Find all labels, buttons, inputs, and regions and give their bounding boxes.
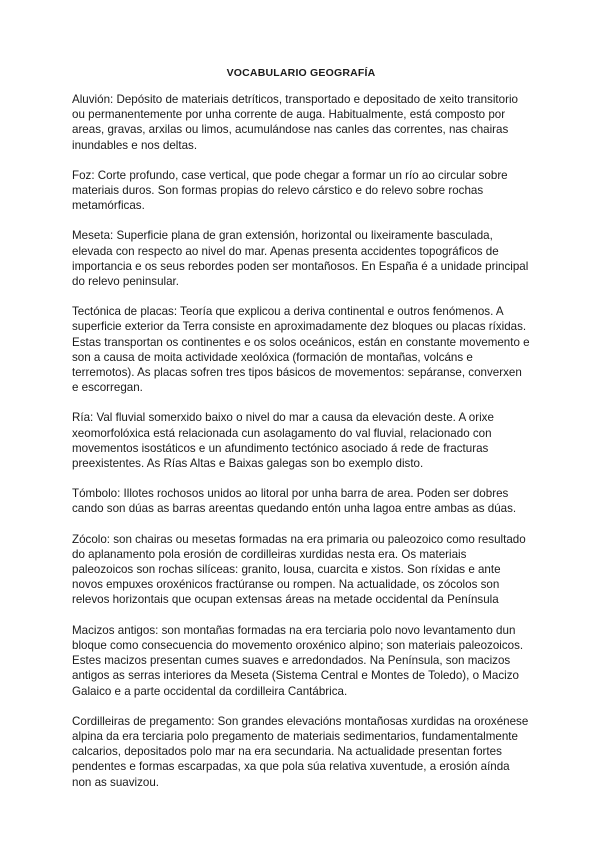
document-title: VOCABULARIO GEOGRAFÍA	[226, 67, 376, 79]
entry-tombolo: Tómbolo: Illotes rochosos unidos ao litoral por unha barra de area. Poden ser dobres cando son dúas as barras areentas quedando entón unha lagoa entre ambas as dúas.	[72, 487, 517, 516]
entry-tectonica-de-placas: Tectónica de placas: Teoría que explicou a deriva continental e outros fenómenos. A superficie exterior da Terra consiste en aproximadamente dez bloques ou placas ríxidas. Estas transportan os continentes e os solos oceánicos, están en constante movemento e son a causa de moita actividade xeolóxica (formación de montañas, volcáns e terremotos). As placas sofren tres tipos básicos de movementos: sepáranse, converxen e escorregan.	[72, 305, 530, 395]
entry-aluvion: Aluvión: Depósito de materiais detríticos, transportado e depositado de xeito transitorio ou permanentemente por unha corrente de auga. Habitualmente, está composto por areas, gravas, arxilas ou limos, acumulándose nas canles das correntes, nas chairas inundables e nos deltas.	[72, 93, 518, 152]
entry-ria: Ría: Val fluvial somerxido baixo o nivel do mar a causa da elevación deste. A orixe xeomorfolóxica está relacionada cun asolagamento do val fluvial, relacionado con movementos isostáticos e un afundimento tectónico asociado á rede de fracturas preexistentes. As Rías Altas e Baixas galegas son bo exemplo disto.	[72, 411, 494, 471]
document-page	[72, 66, 530, 805]
entry-cordilleiras-de-pregamento: Cordilleiras de pregamento: Son grandes elevacións montañosas xurdidas na oroxénese alpina da era terciaria polo pregamento de materiais sedimentarios, fundamentalmente calcarios, depositados polo mar na era secundaria. Na actualidade presentan fortes pendentes e formas escarpadas, xa que pola súa relativa xuventude, a erosión aínda non as suavizou.	[72, 714, 529, 789]
entry-zocolo: Zócolo: son chairas ou mesetas formadas na era primaria ou paleozoico como resultado do aplanamento pola erosión de cordilleiras xurdidas nesta era. Os materiais paleozoicos son rochas silíceas: granito, lousa, cuarcita e xistos. Son ríxidas e ante novos empuxes oroxénicos fractúranse ou rompen. Na actualidade, os zócolos son relevos horizontais que ocupan extensas áreas na metade occidental da Península	[72, 532, 526, 607]
entry-meseta: Meseta: Superficie plana de gran extensión, horizontal ou lixeiramente basculada, elevada con respecto ao nivel do mar. Apenas presenta accidentes topográficos de importancia e os seus rebordes poden ser montañosos. En España é a unidade principal do relevo peninsular.	[72, 229, 529, 289]
entry-foz: Foz: Corte profundo, case vertical, que pode chegar a formar un río ao circular sobre materiais duros. Son formas propias do relevo cárstico e do relevo sobre rochas metamórficas.	[72, 168, 508, 213]
entry-macizos-antigos: Macizos antigos: son montañas formadas na era terciaria polo novo levantamento dun bloque como consecuencia do movemento oroxénico alpino; son materiais paleozoicos. Estes macizos presentan cumes suaves e arredondados. Na Península, son macizos antigos as serras interiores da Meseta (Sistema Central e Montes de Toledo), o Macizo Galaico e a parte occidental da cordilleira Cantábrica.	[72, 623, 524, 698]
